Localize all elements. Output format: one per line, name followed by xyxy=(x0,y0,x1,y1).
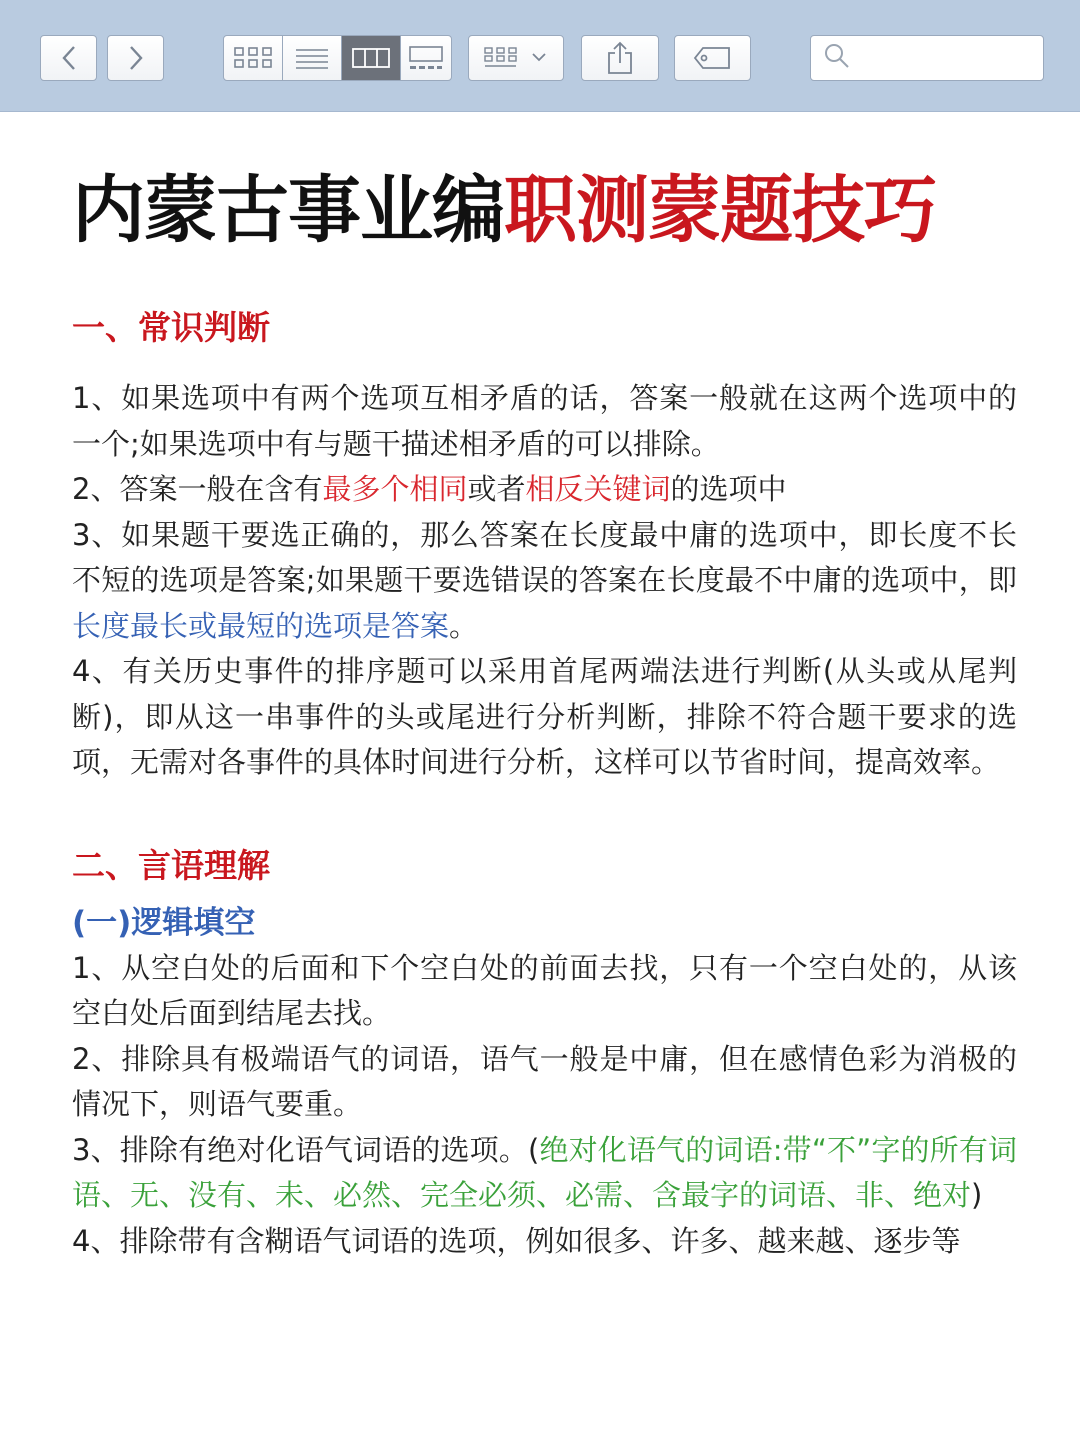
article xyxy=(72,150,1017,1264)
list-item xyxy=(72,467,1017,513)
group-by-button[interactable] xyxy=(468,35,564,81)
section-heading-verbal: 二、言语理解 xyxy=(72,845,270,885)
item-text: 2、答案一般在含有 xyxy=(72,472,323,506)
highlight-text: 长度最长或最短的选项是答案 xyxy=(72,608,450,643)
list-item: 1、从空白处的后面和下个空白处的前面去找，只有一个空白处的，从该空白处后面到结尾去找。 xyxy=(72,950,1017,1030)
grid-view-icon xyxy=(233,46,273,70)
column-view-button[interactable] xyxy=(342,36,401,80)
share-button[interactable] xyxy=(581,35,659,81)
chevron-left-icon xyxy=(60,44,78,72)
subsection-heading: (一)逻辑填空 xyxy=(72,904,256,941)
highlight-text: 绝对化语气的词语:带“不”字的所有词语、无、没有、未、必然、完全必须、必需、含最字的词语、非、绝对 xyxy=(72,1132,1017,1212)
list-view-button[interactable] xyxy=(283,36,342,80)
list-item: 2、排除具有极端语气的词语，语气一般是中庸，但在感情色彩为消极的情况下，则语气要重。 xyxy=(72,1041,1017,1121)
title-red-part: 职测蒙题技巧 xyxy=(504,167,936,253)
list-item xyxy=(72,1128,1017,1219)
column-view-icon xyxy=(352,47,390,69)
highlight-text: 最多个相同 xyxy=(322,472,468,506)
gallery-view-button[interactable] xyxy=(401,36,451,80)
back-button[interactable] xyxy=(40,35,97,81)
forward-button[interactable] xyxy=(107,35,164,81)
tag-icon xyxy=(693,46,733,70)
view-mode-control xyxy=(223,35,452,81)
group-by-icon xyxy=(483,46,549,70)
list-item: 1、如果选项中有两个选项互相矛盾的话，答案一般就在这两个选项中的一个;如果选项中有与题干描述相矛盾的可以排除。 xyxy=(72,381,1017,461)
item-text: 。 xyxy=(449,608,479,643)
page-title xyxy=(72,150,1017,270)
share-icon xyxy=(605,41,635,75)
finder-toolbar xyxy=(0,0,1080,112)
item-text: 3、如果题干要选正确的，那么答案在长度最中庸的选项中，即长度不长不短的选项是答案;如果题干要选错误的答案在长度最不中庸的选项中，即 xyxy=(72,517,1017,597)
title-black-part: 内蒙古事业编 xyxy=(72,167,504,253)
item-text: 3、排除有绝对化语气词语的选项。( xyxy=(72,1132,540,1167)
section-heading-common-sense: 一、常识判断 xyxy=(72,308,270,347)
chevron-right-icon xyxy=(127,44,145,72)
list-item: 4、排除带有含糊语气词语的选项，例如很多、许多、越来越、逐步等 xyxy=(72,1223,961,1258)
list-item xyxy=(72,513,1017,650)
grid-view-button[interactable] xyxy=(224,36,283,80)
item-text: ) xyxy=(971,1178,983,1212)
item-text: 的选项中 xyxy=(670,472,787,506)
list-view-icon xyxy=(295,47,329,69)
item-text: 或者 xyxy=(467,472,526,506)
search-input[interactable] xyxy=(859,46,1039,71)
gallery-view-icon xyxy=(407,45,445,71)
list-item: 4、有关历史事件的排序题可以采用首尾两端法进行判断(从头或从尾判断)，即从这一串事件的头或尾进行分析判断，排除不符合题干要求的选项，无需对各事件的具体时间进行分析，这样可以节省时间，提高效率。 xyxy=(72,654,1017,779)
search-icon xyxy=(823,42,851,74)
highlight-text: 相反关键词 xyxy=(525,472,671,506)
search-field[interactable] xyxy=(810,35,1044,81)
tag-button[interactable] xyxy=(674,35,751,81)
